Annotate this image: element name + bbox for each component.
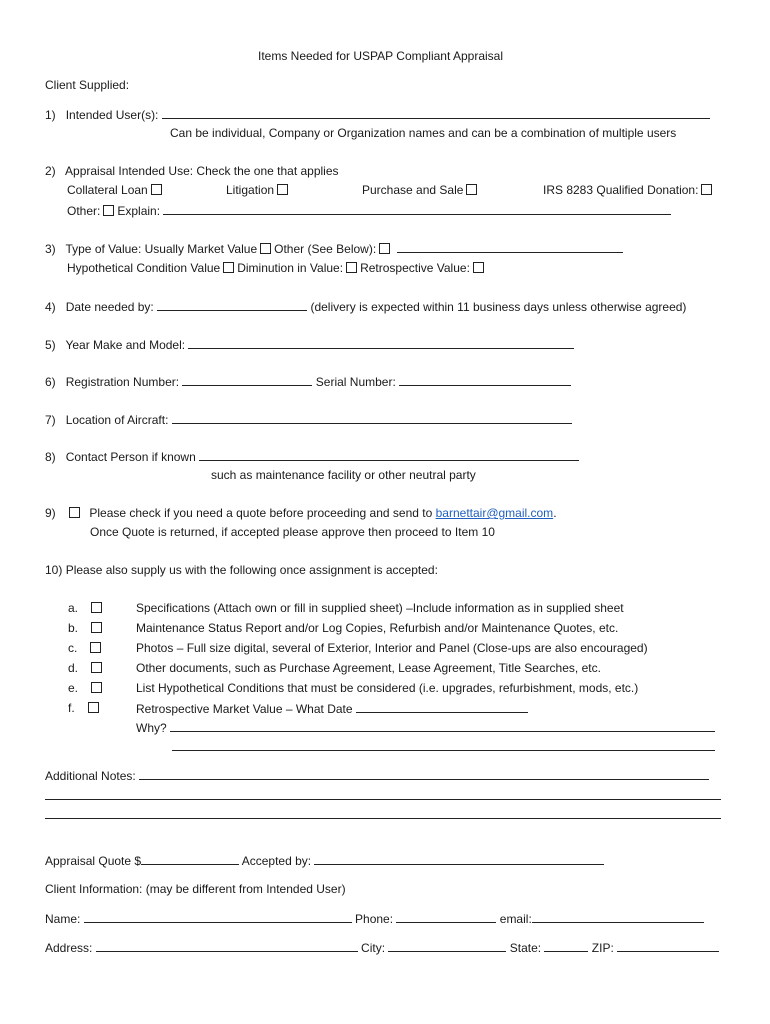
- year-make-model-label: Year Make and Model:: [65, 338, 186, 352]
- client-information-heading: Client Information: (may be different from Intended User): [45, 882, 346, 896]
- item-text: List Hypothetical Conditions that must be considered (i.e. upgrades, refurbishment, mods, etc.): [136, 681, 639, 695]
- section-number: 5): [45, 338, 56, 352]
- list-item: [68, 640, 104, 656]
- address-row: [45, 939, 719, 956]
- section-number: 2): [45, 164, 56, 178]
- contact-person-note: such as maintenance facility or other neutral party: [211, 468, 476, 482]
- list-item: [68, 600, 105, 616]
- why-field-line-2[interactable]: [172, 750, 715, 751]
- item-checkbox[interactable]: [91, 682, 102, 693]
- item-letter: f.: [68, 701, 75, 715]
- other-value-checkbox[interactable]: [379, 243, 390, 254]
- explain-label: Explain:: [117, 204, 161, 218]
- serial-number-label: Serial Number:: [315, 375, 396, 389]
- section-1: [45, 106, 710, 123]
- section-number: 8): [45, 450, 56, 464]
- supply-list-label: Please also supply us with the following once assignment is accepted:: [65, 563, 438, 577]
- section-10: [45, 562, 438, 578]
- name-field[interactable]: [84, 910, 352, 923]
- year-make-model-field[interactable]: [188, 336, 574, 349]
- item-text: Retrospective Market Value – What Date: [136, 702, 353, 716]
- other-value-field[interactable]: [397, 240, 623, 253]
- section-number: 1): [45, 108, 56, 122]
- additional-notes-row: [45, 767, 709, 784]
- state-field[interactable]: [544, 939, 588, 952]
- retro-date-row: [136, 700, 528, 717]
- accepted-by-field[interactable]: [314, 852, 604, 865]
- diminution-label: Diminution in Value:: [237, 261, 344, 275]
- purchase-sale-checkbox[interactable]: [466, 184, 477, 195]
- item-letter: d.: [68, 661, 79, 675]
- phone-field[interactable]: [396, 910, 496, 923]
- section-number: 10): [45, 563, 63, 577]
- item-text: Maintenance Status Report and/or Log Copies, Refurbish and/or Maintenance Quotes, etc.: [136, 621, 619, 635]
- item-letter: b.: [68, 621, 79, 635]
- address-label: Address:: [45, 941, 93, 955]
- other-use-label: Other:: [67, 204, 101, 218]
- section-7: [45, 411, 572, 428]
- additional-notes-label: Additional Notes:: [45, 769, 136, 783]
- zip-field[interactable]: [617, 939, 719, 952]
- registration-number-label: Registration Number:: [65, 375, 180, 389]
- item-letter: a.: [68, 601, 79, 615]
- list-item: [68, 700, 102, 716]
- phone-label: Phone:: [355, 912, 394, 926]
- section-9: [45, 505, 557, 521]
- hypothetical-value-checkbox[interactable]: [223, 262, 234, 273]
- section-number: 6): [45, 375, 56, 389]
- item-letter: c.: [68, 641, 78, 655]
- other-value-label: Other (See Below):: [274, 242, 377, 256]
- appraisal-quote-label: Appraisal Quote $: [45, 854, 142, 868]
- value-types-row: [67, 260, 487, 276]
- collateral-loan-label: Collateral Loan: [67, 183, 148, 197]
- irs-donation-option: [543, 182, 715, 198]
- period-text: .: [553, 506, 557, 520]
- retrospective-checkbox[interactable]: [473, 262, 484, 273]
- email-link[interactable]: barnettair@gmail.com: [435, 506, 554, 520]
- section-6: [45, 373, 571, 390]
- item-checkbox[interactable]: [90, 642, 101, 653]
- diminution-checkbox[interactable]: [346, 262, 357, 273]
- section-number: 4): [45, 300, 56, 314]
- list-item: [68, 620, 105, 636]
- retro-date-field[interactable]: [356, 700, 528, 713]
- list-item: [68, 680, 105, 696]
- list-item: [68, 660, 105, 676]
- additional-notes-line-3[interactable]: [45, 818, 721, 819]
- collateral-loan-option: [67, 182, 165, 198]
- section-4: [45, 298, 686, 315]
- contact-person-field[interactable]: [199, 448, 579, 461]
- purchase-sale-label: Purchase and Sale: [362, 183, 464, 197]
- irs-donation-label: IRS 8283 Qualified Donation:: [543, 183, 699, 197]
- quote-note: Once Quote is returned, if accepted please approve then proceed to Item 10: [90, 525, 495, 539]
- section-2: [45, 163, 339, 179]
- name-label: Name:: [45, 912, 81, 926]
- appraisal-quote-field[interactable]: [141, 852, 239, 865]
- quote-request-checkbox[interactable]: [69, 507, 80, 518]
- additional-notes-line-2[interactable]: [45, 799, 721, 800]
- client-supplied-heading: Client Supplied:: [45, 78, 130, 92]
- serial-number-field[interactable]: [399, 373, 571, 386]
- email-label: email:: [499, 912, 532, 926]
- email-field[interactable]: [532, 910, 704, 923]
- explain-field[interactable]: [163, 202, 671, 215]
- quote-request-text: Please check if you need a quote before proceeding and send to: [89, 506, 433, 520]
- item-text: Other documents, such as Purchase Agreement, Lease Agreement, Title Searches, etc.: [136, 661, 601, 675]
- market-value-checkbox[interactable]: [260, 243, 271, 254]
- section-number: 7): [45, 413, 56, 427]
- item-checkbox[interactable]: [91, 602, 102, 613]
- item-letter: e.: [68, 681, 79, 695]
- section-number: 9): [45, 506, 56, 520]
- item-checkbox[interactable]: [88, 702, 99, 713]
- additional-notes-field[interactable]: [139, 767, 709, 780]
- intended-use-label: Appraisal Intended Use: Check the one that applies: [65, 164, 339, 178]
- state-label: State:: [509, 941, 542, 955]
- intended-user-field[interactable]: [162, 106, 710, 119]
- section-3: [45, 240, 623, 257]
- item-checkbox[interactable]: [91, 622, 102, 633]
- zip-label: ZIP:: [591, 941, 614, 955]
- hypothetical-value-label: Hypothetical Condition Value: [67, 261, 221, 275]
- contact-person-label: Contact Person if known: [65, 450, 196, 464]
- address-field[interactable]: [96, 939, 358, 952]
- aircraft-location-field[interactable]: [172, 411, 572, 424]
- city-field[interactable]: [388, 939, 506, 952]
- intended-user-label: Intended User(s):: [65, 108, 159, 122]
- why-label: Why?: [136, 721, 167, 735]
- aircraft-location-label: Location of Aircraft:: [65, 413, 169, 427]
- accepted-by-label: Accepted by:: [241, 854, 312, 868]
- section-number: 3): [45, 242, 56, 256]
- irs-donation-checkbox[interactable]: [701, 184, 712, 195]
- item-text: Photos – Full size digital, several of Exterior, Interior and Panel (Close-ups are also encouraged): [136, 641, 648, 655]
- page-title: Items Needed for USPAP Compliant Appraisal: [258, 49, 504, 63]
- why-field[interactable]: [170, 719, 715, 732]
- retrospective-label: Retrospective Value:: [360, 261, 470, 275]
- other-use-row: [67, 202, 671, 219]
- item-checkbox[interactable]: [91, 662, 102, 673]
- collateral-loan-checkbox[interactable]: [151, 184, 162, 195]
- market-value-label: Type of Value: Usually Market Value: [65, 242, 258, 256]
- date-needed-label: Date needed by:: [65, 300, 154, 314]
- other-use-checkbox[interactable]: [103, 205, 114, 216]
- quote-row: [45, 852, 604, 869]
- registration-number-field[interactable]: [182, 373, 312, 386]
- purchase-sale-option: [362, 182, 480, 198]
- item-text: Specifications (Attach own or fill in supplied sheet) –Include information as in supplied sheet: [136, 601, 624, 615]
- litigation-option: [226, 182, 291, 198]
- city-label: City:: [361, 941, 386, 955]
- litigation-checkbox[interactable]: [277, 184, 288, 195]
- section-5: [45, 336, 574, 353]
- why-row: [136, 719, 715, 736]
- litigation-label: Litigation: [226, 183, 275, 197]
- section-8: [45, 448, 579, 465]
- name-row: [45, 910, 704, 927]
- intended-user-note: Can be individual, Company or Organization names and can be a combination of multiple users: [170, 126, 677, 140]
- date-needed-field[interactable]: [157, 298, 307, 311]
- delivery-note: (delivery is expected within 11 business days unless otherwise agreed): [310, 300, 687, 314]
